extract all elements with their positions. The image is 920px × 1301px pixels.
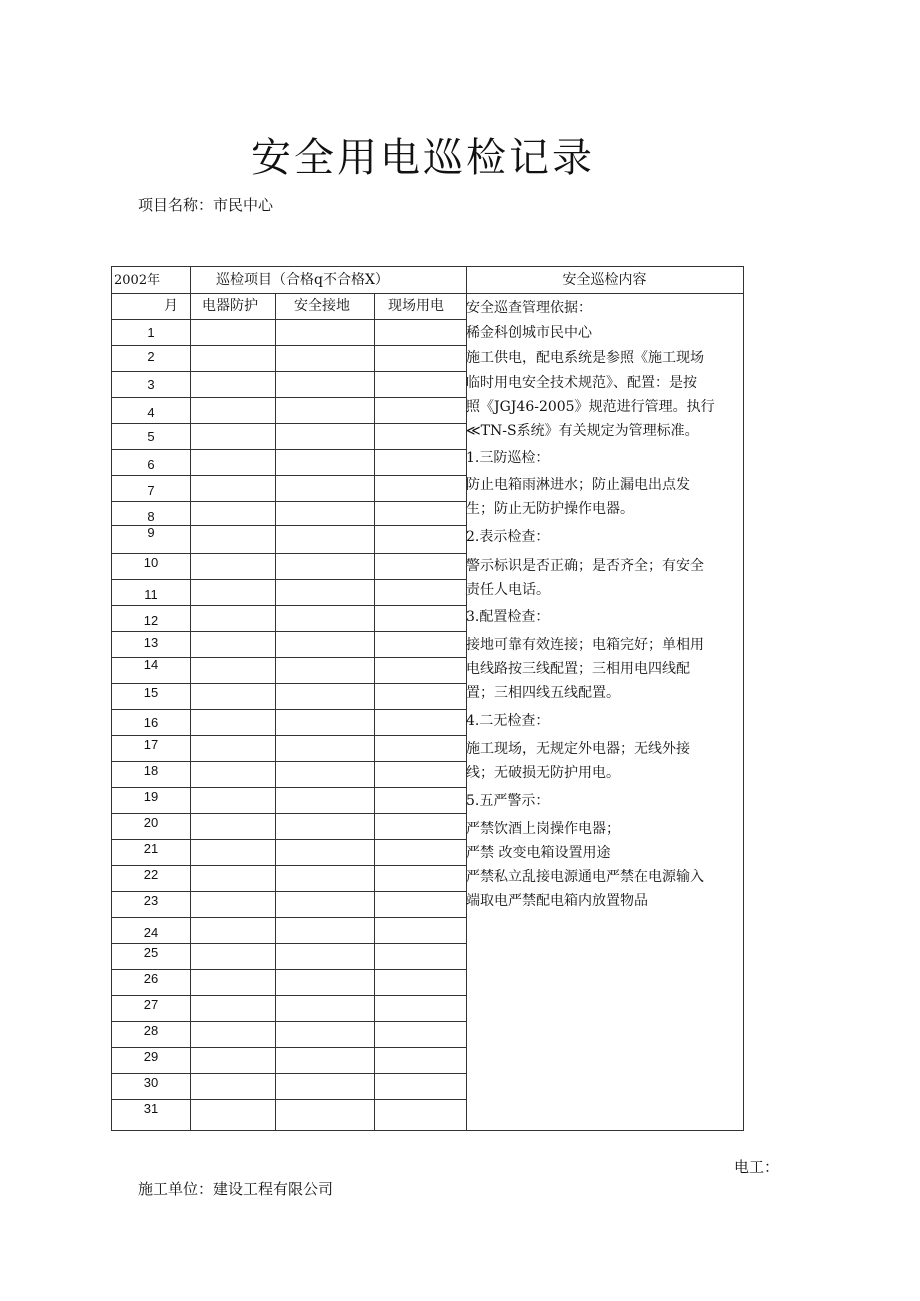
project-name: 项目名称：市民中心 (138, 196, 274, 214)
day-number: 22 (143, 867, 159, 882)
row-divider (112, 683, 466, 684)
content-line: 3.配置检查： (466, 609, 550, 625)
content-line: 电线路按三线配置；三相用电四线配 (466, 661, 690, 677)
content-line: 安全巡查管理依据： (466, 300, 592, 316)
day-number: 16 (143, 715, 159, 730)
row-divider (112, 865, 466, 866)
row-divider (112, 995, 466, 996)
day-number: 24 (143, 925, 159, 940)
row-divider (112, 397, 466, 398)
row-divider (112, 943, 466, 944)
content-line: 严禁 改变电箱设置用途 (466, 845, 611, 861)
row-divider (112, 449, 466, 450)
day-number: 10 (143, 555, 159, 570)
day-number: 5 (147, 429, 155, 444)
inspection-header: 巡检项目（合格q不合格X） (216, 272, 389, 288)
row-divider (112, 371, 466, 372)
row-divider (112, 605, 466, 606)
content-line: 严禁私立乱接电源通电严禁在电源输入 (466, 869, 704, 885)
content-line: 接地可靠有效连接；电箱完好；单相用 (466, 637, 704, 653)
content-line: 置；三相四线五线配置。 (466, 685, 620, 701)
day-number: 19 (143, 789, 159, 804)
col-divider (275, 293, 276, 1130)
row-divider (112, 501, 466, 502)
row-divider (112, 319, 466, 320)
row-divider (112, 1021, 466, 1022)
row-divider (112, 1073, 466, 1074)
content-line: 施工供电，配电系统是参照《施工现场 (466, 350, 704, 366)
row-divider (112, 709, 466, 710)
content-line: 警示标识是否正确；是否齐全；有安全 (466, 558, 704, 574)
content-line: 线；无破损无防护用电。 (466, 765, 620, 781)
row-divider (112, 553, 466, 554)
day-number: 23 (143, 893, 159, 908)
row-divider (112, 787, 466, 788)
row-divider (112, 969, 466, 970)
content-line: 严禁饮酒上岗操作电器； (466, 821, 620, 837)
day-number: 30 (143, 1075, 159, 1090)
day-number: 18 (143, 763, 159, 778)
column-header-site-power: 现场用电 (388, 298, 444, 314)
day-number: 15 (143, 685, 159, 700)
construction-unit: 施工单位：建设工程有限公司 (138, 1180, 334, 1198)
row-divider (112, 1047, 466, 1048)
content-line: ≪TN-S系统》有关规定为管理标准。 (466, 423, 699, 439)
page-title: 安全用电巡检记录 (251, 135, 595, 181)
safety-header: 安全巡检内容 (562, 272, 647, 288)
day-number: 8 (147, 509, 155, 524)
col-divider (374, 293, 375, 1130)
row-divider (112, 761, 466, 762)
day-number: 6 (147, 457, 155, 472)
year-label: 2002年 (114, 273, 161, 288)
row-divider (112, 631, 466, 632)
content-line: 端取电严禁配电箱内放置物品 (466, 893, 648, 909)
day-number: 17 (143, 737, 159, 752)
day-number: 1 (147, 325, 155, 340)
day-number: 7 (147, 483, 155, 498)
content-line: 防止电箱雨淋进水；防止漏电出点发 (466, 477, 690, 493)
content-line: 责任人电话。 (466, 582, 550, 598)
content-line: 5.五严警示： (466, 793, 550, 809)
day-number: 28 (143, 1023, 159, 1038)
day-number: 9 (147, 525, 155, 540)
column-header-electrical: 电器防护 (202, 298, 258, 314)
content-line: 4.二无检查： (466, 713, 550, 729)
row-divider (112, 891, 466, 892)
column-header-grounding: 安全接地 (294, 298, 350, 314)
row-divider (112, 735, 466, 736)
day-number: 3 (147, 377, 155, 392)
day-number: 14 (143, 657, 159, 672)
row-divider (112, 839, 466, 840)
day-number: 29 (143, 1049, 159, 1064)
day-number: 12 (143, 613, 159, 628)
content-line: 2.表示检查： (466, 529, 550, 545)
header-divider (112, 293, 743, 294)
day-number: 4 (147, 405, 155, 420)
row-divider (112, 1099, 466, 1100)
content-line: 生；防止无防护操作电器。 (466, 501, 634, 517)
content-line: 照《JGJ46-2005》规范进行管理。执行 (466, 399, 715, 415)
day-number: 2 (147, 349, 155, 364)
row-divider (112, 579, 466, 580)
month-label: 月 (164, 298, 178, 314)
content-line: 1.三防巡检： (466, 450, 550, 466)
day-number: 27 (143, 997, 159, 1012)
day-number: 26 (143, 971, 159, 986)
content-line: 施工现场，无规定外电器；无线外接 (466, 741, 690, 757)
electrician-label: 电工： (734, 1158, 780, 1176)
day-number: 31 (143, 1101, 159, 1116)
row-divider (112, 345, 466, 346)
day-number: 21 (143, 841, 159, 856)
row-divider (112, 917, 466, 918)
day-number: 13 (143, 635, 159, 650)
row-divider (112, 475, 466, 476)
day-number: 20 (143, 815, 159, 830)
row-divider (112, 813, 466, 814)
day-number: 11 (144, 587, 158, 602)
day-number: 25 (143, 945, 159, 960)
content-line: 临时用电安全技术规范》、配置：是按 (466, 375, 697, 391)
row-divider (112, 423, 466, 424)
content-line: 稀金科创城市民中心 (466, 325, 592, 341)
